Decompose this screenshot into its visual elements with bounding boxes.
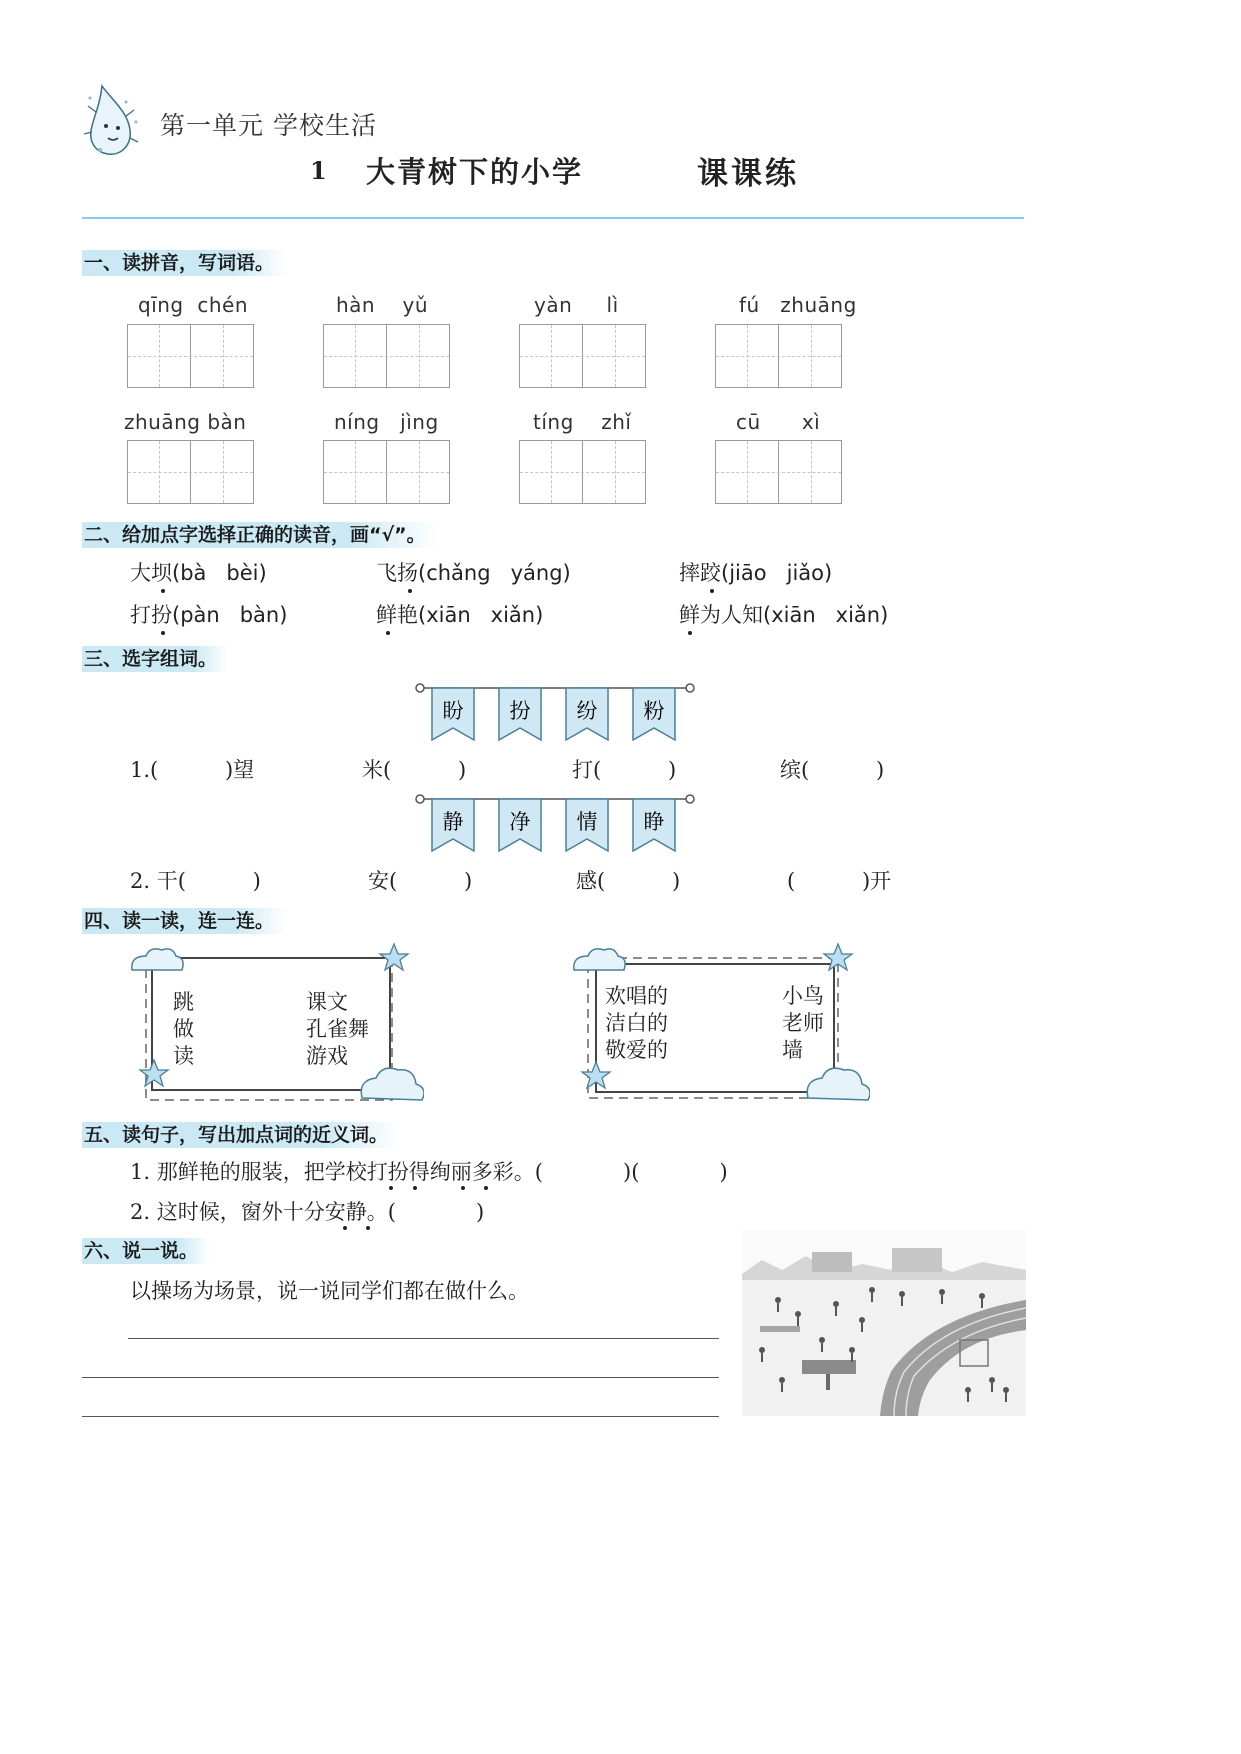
match-left-word[interactable]: 洁白的 xyxy=(605,1011,668,1035)
water-drop-mascot-icon xyxy=(82,82,144,158)
emphasis-dot xyxy=(366,1226,370,1230)
writing-grid[interactable] xyxy=(323,440,450,504)
pinyin-label: tíng zhǐ xyxy=(533,410,632,434)
matching-box-frame xyxy=(124,940,424,1110)
lesson-title: 大青树下的小学 xyxy=(366,155,584,189)
part2-heading: 二、给加点字选择正确的读音，画“√”。 xyxy=(82,522,438,548)
writing-grid[interactable] xyxy=(323,324,450,388)
writing-grid[interactable] xyxy=(519,324,646,388)
match-left-word[interactable]: 做 xyxy=(173,1017,194,1041)
fill-blank-item[interactable]: 米( ) xyxy=(362,758,467,782)
emphasis-dot xyxy=(461,1186,465,1190)
emphasis-dot xyxy=(710,589,714,593)
match-right-word[interactable]: 老师 xyxy=(782,1011,824,1035)
part4-heading: 四、读一读，连一连。 xyxy=(82,908,286,934)
fill-blank-item[interactable]: 打( ) xyxy=(572,758,677,782)
fill-blank-item[interactable]: 感( ) xyxy=(576,869,681,893)
emphasis-dot xyxy=(408,589,412,593)
pinyin-label: qīng chén xyxy=(138,293,248,317)
match-right-word[interactable]: 课文 xyxy=(306,990,348,1014)
match-right-word[interactable]: 墙 xyxy=(782,1038,803,1062)
reading-choice-item[interactable]: 鲜艳(xiān xiǎn) xyxy=(376,603,544,627)
part6-heading: 六、说一说。 xyxy=(82,1238,210,1264)
match-left-word[interactable]: 读 xyxy=(173,1044,194,1068)
brand-title: 课课练 xyxy=(697,156,799,192)
match-right-word[interactable]: 孔雀舞 xyxy=(306,1017,369,1041)
reading-choice-item[interactable]: 飞扬(chǎng yáng) xyxy=(376,561,571,585)
character-bunting xyxy=(412,680,698,744)
speaking-prompt: 以操场为场景，说一说同学们都在做什么。 xyxy=(130,1279,529,1303)
emphasis-dot xyxy=(688,631,692,635)
flag-character: 净 xyxy=(509,810,531,834)
match-left-word[interactable]: 跳 xyxy=(173,990,194,1014)
flag-character: 粉 xyxy=(643,699,665,723)
header-divider xyxy=(82,217,1024,219)
answer-line[interactable] xyxy=(82,1416,719,1417)
part3-heading: 三、选字组词。 xyxy=(82,646,229,672)
pinyin-label: cū xì xyxy=(736,410,821,434)
reading-choice-item[interactable]: 打扮(pàn bàn) xyxy=(130,603,288,627)
writing-grid[interactable] xyxy=(127,324,254,388)
emphasis-dot xyxy=(413,1186,417,1190)
answer-line[interactable] xyxy=(82,1377,719,1378)
pinyin-label: níng jìng xyxy=(334,410,439,434)
writing-grid[interactable] xyxy=(715,440,842,504)
writing-grid[interactable] xyxy=(519,440,646,504)
flag-character: 纷 xyxy=(576,699,598,723)
writing-grid[interactable] xyxy=(715,324,842,388)
pinyin-label: zhuāng bàn xyxy=(124,410,247,434)
emphasis-dot xyxy=(389,1186,393,1190)
reading-choice-item[interactable]: 大坝(bà bèi) xyxy=(130,561,267,585)
synonym-question[interactable]: 2. 这时候，窗外十分安静。( ) xyxy=(130,1200,485,1224)
lesson-number: 1 xyxy=(310,156,327,185)
part5-heading: 五、读句子，写出加点词的近义词。 xyxy=(82,1122,400,1148)
match-left-word[interactable]: 敬爱的 xyxy=(605,1038,668,1062)
flag-character: 情 xyxy=(576,810,598,834)
fill-blank-item[interactable]: ( )开 xyxy=(787,869,892,893)
fill-blank-item[interactable]: 安( ) xyxy=(368,869,473,893)
flag-character: 睁 xyxy=(643,810,665,834)
fill-blank-item[interactable]: 缤( ) xyxy=(780,758,885,782)
pinyin-label: yàn lì xyxy=(534,293,619,317)
synonym-question[interactable]: 1. 那鲜艳的服装，把学校打扮得绚丽多彩。( )( ) xyxy=(130,1160,728,1184)
character-bunting xyxy=(412,791,698,855)
answer-line[interactable] xyxy=(128,1338,719,1339)
flag-character: 盼 xyxy=(442,699,464,723)
pinyin-label: fú zhuāng xyxy=(739,293,857,317)
playground-illustration xyxy=(742,1230,1026,1416)
writing-grid[interactable] xyxy=(127,440,254,504)
match-right-word[interactable]: 小鸟 xyxy=(782,984,824,1008)
fill-blank-item[interactable]: 1.( )望 xyxy=(130,758,255,782)
emphasis-dot xyxy=(161,589,165,593)
emphasis-dot xyxy=(161,631,165,635)
match-left-word[interactable]: 欢唱的 xyxy=(605,984,668,1008)
pinyin-label: hàn yǔ xyxy=(336,293,429,317)
match-right-word[interactable]: 游戏 xyxy=(306,1044,348,1068)
reading-choice-item[interactable]: 摔跤(jiāo jiǎo) xyxy=(679,561,833,585)
emphasis-dot xyxy=(343,1226,347,1230)
emphasis-dot xyxy=(386,631,390,635)
part1-heading: 一、读拼音，写词语。 xyxy=(82,250,286,276)
unit-title: 第一单元 学校生活 xyxy=(160,111,377,140)
emphasis-dot xyxy=(484,1186,488,1190)
flag-character: 静 xyxy=(442,810,464,834)
flag-character: 扮 xyxy=(509,699,531,723)
reading-choice-item[interactable]: 鲜为人知(xiān xiǎn) xyxy=(679,603,889,627)
fill-blank-item[interactable]: 2. 干( ) xyxy=(130,869,261,893)
